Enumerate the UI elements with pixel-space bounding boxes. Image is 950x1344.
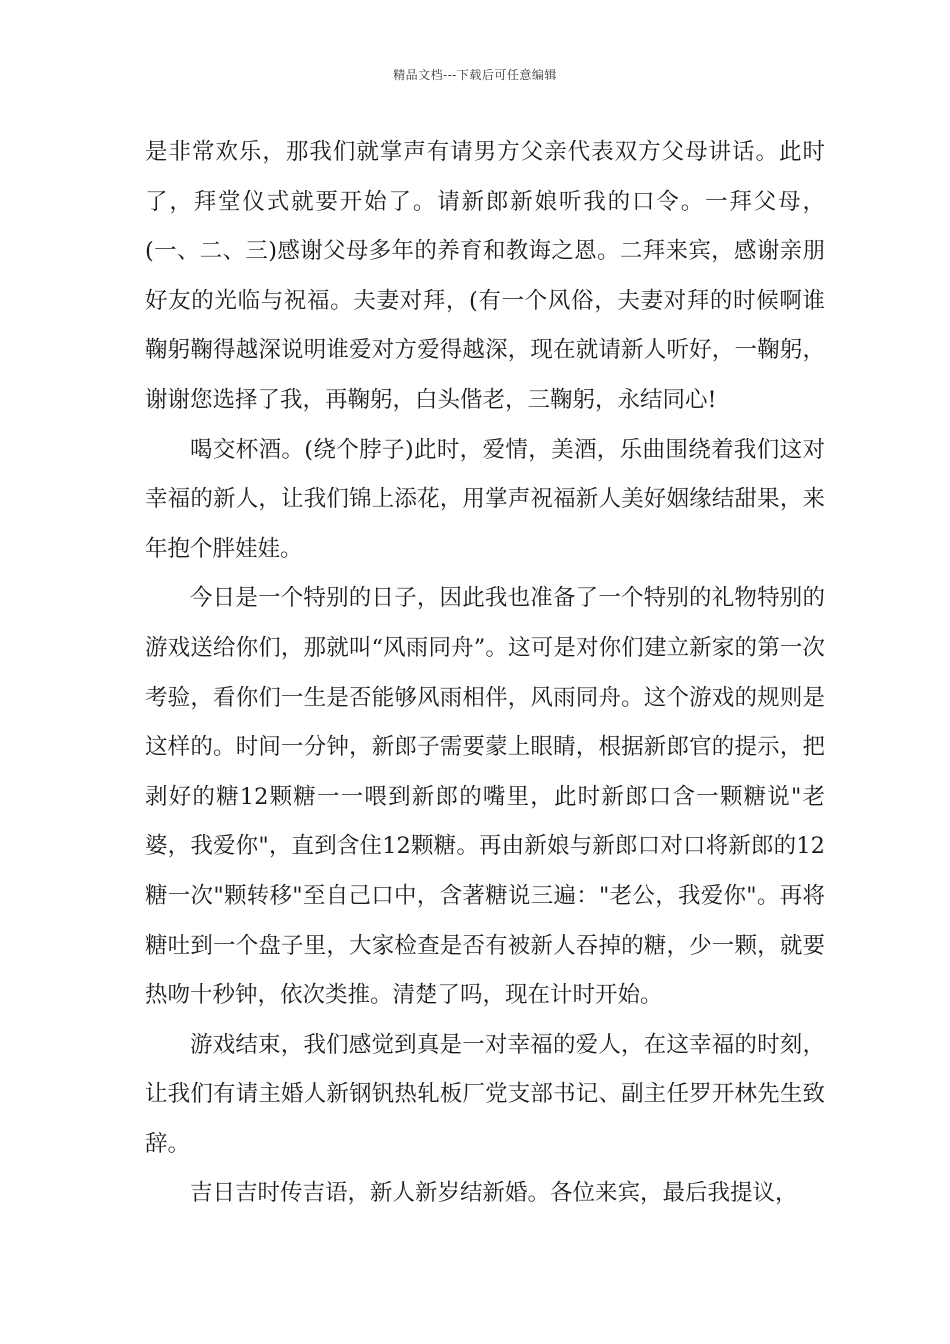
paragraph-1: 是非常欢乐，那我们就掌声有请男方父亲代表双方父母讲话。此时了，拜堂仪式就要开始了。请新郎新娘听我的口令。一拜父母，(一、二、三)感谢父母多年的养育和教诲之恩。二拜来宾，感谢亲朋好友的光临与祝福。夫妻对拜，(有一个风俗，夫妻对拜的时候啊谁鞠躬鞠得越深说明谁爱对方爱得越深，现在就请新人听好，一鞠躬，谢谢您选择了我，再鞠躬，白头偕老，三鞠躬，永结同心! (145, 139, 825, 413)
page-header: 精品文档---下载后可任意编辑 (393, 68, 557, 82)
paragraph-5: 吉日吉时传吉语，新人新岁结新婚。各位来宾，最后我提议， (190, 1180, 798, 1207)
paragraph-3: 今日是一个特别的日子，因此我也准备了一个特别的礼物特别的游戏送给你们，那就叫“风雨同舟”。这可是对你们建立新家的第一次考验，看你们一生是否能够风雨相伴，风雨同舟。这个游戏的规则是这样的。时间一分钟，新郎子需要蒙上眼睛，根据新郎官的提示，把剥好的糖12颗糖一一喂到新郎的嘴里，此时新郎口含一颗糖说"老婆，我爱你"，直到含住12颗糖。再由新娘与新郎口对口将新郎的12糖一次"颗转移"至自己口中，含著糖说三遍："老公，我爱你"。再将糖吐到一个盘子里，大家检查是否有被新人吞掉的糖，少一颗，就要热吻十秒钟，依次类推。清楚了吗，现在计时开始。 (145, 585, 825, 1009)
paragraph-2: 喝交杯酒。(绕个脖子)此时，爱情，美酒，乐曲围绕着我们这对幸福的新人，让我们锦上添花，用掌声祝福新人美好姻缘结甜果，来年抱个胖娃娃。 (145, 436, 825, 562)
paragraph-4: 游戏结束，我们感觉到真是一对幸福的爱人，在这幸福的时刻，让我们有请主婚人新钢钒热轧板厂党支部书记、副主任罗开林先生致辞。 (145, 1031, 825, 1157)
document-body (145, 128, 825, 1219)
